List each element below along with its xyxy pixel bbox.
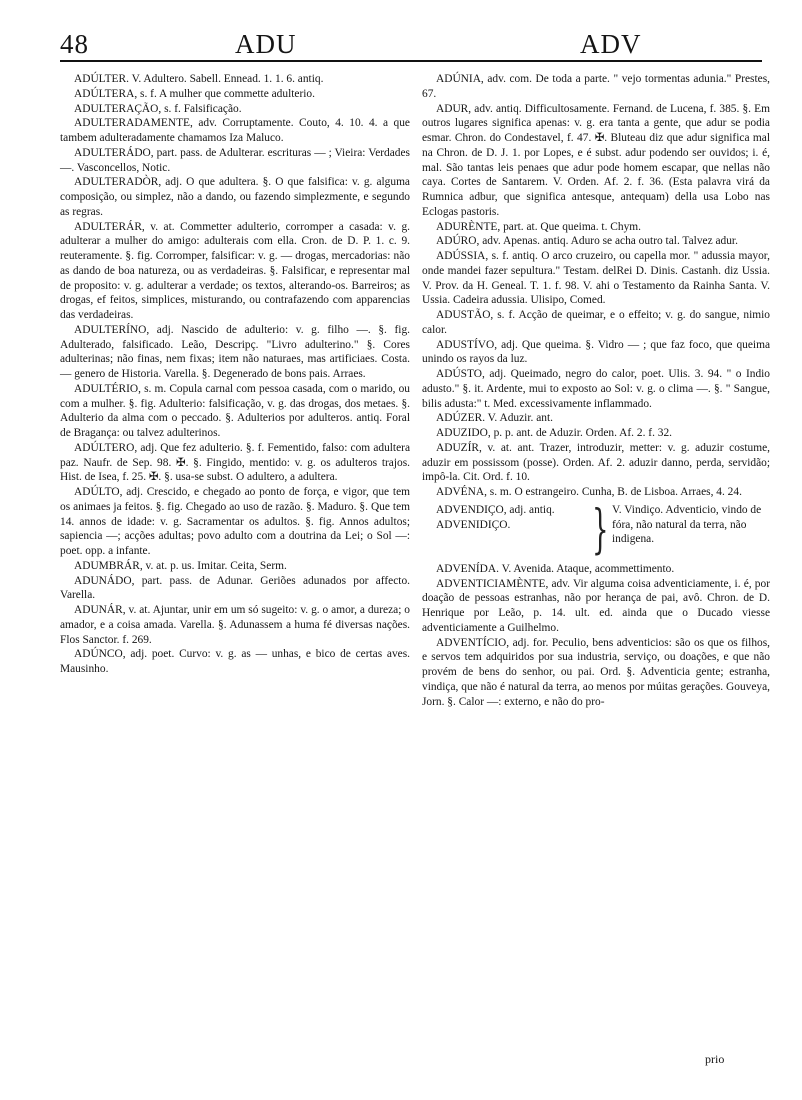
entry: ADÚSTO, adj. Queimado, negro do calor, poet. Ulis. 3. 94. " o Indio adusto." §. it. Ardente, mui to exposto ao Sol: v. g. o clima —. §. " Sangue, bilis adusta:" t. Med. excessivamente inflammado. bbox=[422, 368, 770, 410]
headword: ADVENIDIÇO. bbox=[436, 518, 511, 531]
entry: ADVENTICIAMÈNTE, adv. Vir alguma coisa adventiciamente, i. é, por doação de pessoas estranhas, não por herança de pai, avô. Chron. de D. Henrique por Leão, p. 14. ult. ed. ainda que o Ducado viesse adventiciamente a Guilhelmo. bbox=[422, 577, 770, 634]
entry: ADUZIDO, p. p. ant. de Aduzir. Orden. Af. 2. f. 32. bbox=[436, 427, 672, 439]
braced-headwords bbox=[422, 503, 592, 533]
entry: ADULTERADÒR, adj. O que adultera. §. O que falsifica: v. g. alguma composição, ou simplez, não a dando, ou fazendo simplezmente, e segundo as regras. bbox=[60, 176, 410, 218]
entry: ADÚLTO, adj. Crescido, e chegado ao ponto de força, e vigor, que tem os animaes ja feitos. §. fig. Chegado ao uso de razão. §. Maduro. §. Que tem 14. annos de idade: v. g. Sacramentar os adultos. §. fig. Annos adultos; sapiencia —; acções adultas; povo adulto com a doutrina da Lei; o Sol —: poet. opp. a infante. bbox=[60, 486, 410, 557]
entry: ADULTERAÇÃO, s. f. Falsificação. bbox=[74, 102, 242, 115]
entry: ADULTÉRIO, s. m. Copula carnal com pessoa casada, com o marido, ou com a mulher. §. fig. Adulterio: falsificação, v. g. das drogas, dos metaes. §. Adulterio da alma com o peccado. §. Adulterios por adulteros. antiq. Foral de Bragança: ou talvez adulterinos. bbox=[60, 382, 410, 439]
entry: ADÚRO, adv. Apenas. antiq. Aduro se acha outro tal. Talvez adur. bbox=[436, 235, 738, 248]
entry: ADÚLTERO, adj. Que fez adulterio. §. f. Fementido, falso: com adultera paz. Naufr. de Sep. 98. ✠. §. Fingido, mentido: v. g. os adulteros trajos. Hist. de Isea, f. 25. ✠. §. usa-se subst. O adultero, a adultera. bbox=[60, 441, 410, 484]
entry: ADUSTÍVO, adj. Que queima. §. Vidro — ; que faz foco, que queima unindo os rayos da luz. bbox=[422, 338, 770, 366]
entry: ADULTERÁR, v. at. Commetter adulterio, corromper a casada: v. g. adulterar a mulher do amigo: adulterais com ella. Cron. de D. P. 1. c. 9. reuteramente. §. fig. Corromper, falsificar: v. g. — drogas, mercadorias: não as dando de boa natureza, ou as verdadeiras. §. Falsificar, e representar mal de proposito: v. g. adulterar a verdade; os textos, alterando-os. Barreiros; as drogas, ef feitos, simplices, misturando, ou contrafazendo com apparencias das verdadeiras. bbox=[60, 220, 410, 321]
entry: ADURÈNTE, part. at. Que queima. t. Chym. bbox=[436, 220, 641, 233]
running-header bbox=[60, 26, 762, 62]
entry: ADVENÍDA. V. Avenida. Ataque, acommettimento. bbox=[436, 562, 675, 575]
guide-word-right: ADV bbox=[580, 29, 642, 59]
entry: ADÚNIA, adv. com. De toda a parte. " vejo tormentas adunia." Prestes, 67. bbox=[422, 73, 770, 100]
entry: ADVÉNA, s. m. O estrangeiro. Cunha, B. de Lisboa. Arraes, 4. 24. bbox=[436, 486, 742, 498]
brace-glyph: } bbox=[592, 499, 609, 560]
catchword: prio bbox=[705, 1052, 725, 1066]
entry: ADUZÍR, v. at. ant. Trazer, introduzir, metter: v. g. aduzir costume, aduzir em possissom (posse). Orden. Af. 2. aduzir danno, perda, servidão; impô-la. Cit. Ord. f. 10. bbox=[422, 441, 770, 484]
left-column bbox=[60, 72, 410, 677]
entry: ADULTERÍNO, adj. Nascido de adulterio: v. g. filho —. §. fig. Adulterado, falsificado. Leão, Descripç. "Livro adulterino." §. Cores adulterinas; não finas, nem fixas; item não naturaes, mas artificiaes. Costa. — genero de Historia. Varella. §. Degenerado de bons pais. Arraes. bbox=[60, 323, 410, 380]
guide-word-left: ADU bbox=[235, 29, 297, 59]
headword: ADVENDIÇO, adj. antiq. bbox=[436, 503, 555, 516]
entry: ADÚSSIA, s. f. antiq. O arco cruzeiro, ou capella mor. " adussia mayor, onde mandei fazer sepultura." Testam. delRei D. Dinis. Castanh. diz Ussia. V. Prov. da H. Geneal. T. 1. f. 98. V. ahi o Testamento da Rainha Santa. V. Ussia. Cadeira adussia. Ulisipo, Comed. bbox=[422, 250, 770, 307]
header-rule bbox=[60, 60, 762, 62]
entry: ADÚLTERA, s. f. A mulher que commette adulterio. bbox=[74, 87, 315, 100]
entry: ADUNÁDO, part. pass. de Adunar. Geriões adunados por affecto. Varella. bbox=[60, 574, 410, 602]
entry: ADVENTÍCIO, adj. for. Peculio, bens adventicios: são os que os filhos, e servos tem adquiridos por sua industria, serviço, ou doações, e que não provém de bens do senhor, ou pai. Ord. §. Adventicia gente; estranha, vindiça, que não é natural da terra, ao menos por múitas gerações. Gouveya, Jorn. §. Calor —: externo, e não do pro- bbox=[422, 636, 770, 708]
entry: ADÚLTER. V. Adultero. Sabell. Ennead. 1. 1. 6. antiq. bbox=[74, 73, 324, 85]
entry: ADUMBRÁR, v. at. p. us. Imitar. Ceita, Serm. bbox=[74, 559, 287, 572]
entry: ADUSTÃO, s. f. Acção de queimar, e o effeito; v. g. do sangue, nimio calor. bbox=[422, 309, 770, 336]
braced-definition: V. Vindiço. Adventicio, vindo de fóra, não natural da terra, não indigena. bbox=[612, 503, 762, 546]
entry: ADÚNCO, adj. poet. Curvo: v. g. as — unhas, e bico de certas aves. Mausinho. bbox=[60, 648, 410, 675]
entry: ADÚZER. V. Aduzir. ant. bbox=[436, 412, 553, 425]
right-column bbox=[422, 72, 770, 709]
entry: ADUR, adv. antiq. Difficultosamente. Fernand. de Lucena, f. 385. §. Em outros lugares significa apenas: v. g. era tanta a gente, que adur se podia esmar. Chron. do Condestavel, f. 47. ✠. Bluteau diz que adur significa mal na Chron. de D. J. 1. por Lopes, e é subst. adur podendo ser ouvidos; i. é, mal. São tantas leis penaes que adur pode homem escapar, que nellas não caya. Cortes de Santarem. V. Orden. Af. 2. f. 36. (Esta palavra virá da Rumnica adbur, que significa antesque, antequam) della usa Lobo nas Eclogas pastoris. bbox=[422, 102, 770, 218]
braced-entry bbox=[422, 499, 770, 560]
entry: ADULTERADAMENTE, adv. Corruptamente. Couto, 4. 10. 4. a que tambem adulteradamente chamamos Iza Maluco. bbox=[60, 117, 410, 144]
page-number: 48 bbox=[60, 29, 89, 59]
entry: ADUNÁR, v. at. Ajuntar, unir em um só sugeito: v. g. o amor, a dureza; o amador, e a coisa amada. Varella. §. Adunassem a huma fé diversas nações. Flos Sanctor. f. 269. bbox=[60, 604, 410, 646]
entry: ADULTERÁDO, part. pass. de Adulterar. escrituras — ; Vieira: Verdades —. Vasconcellos, Notic. bbox=[60, 146, 410, 174]
